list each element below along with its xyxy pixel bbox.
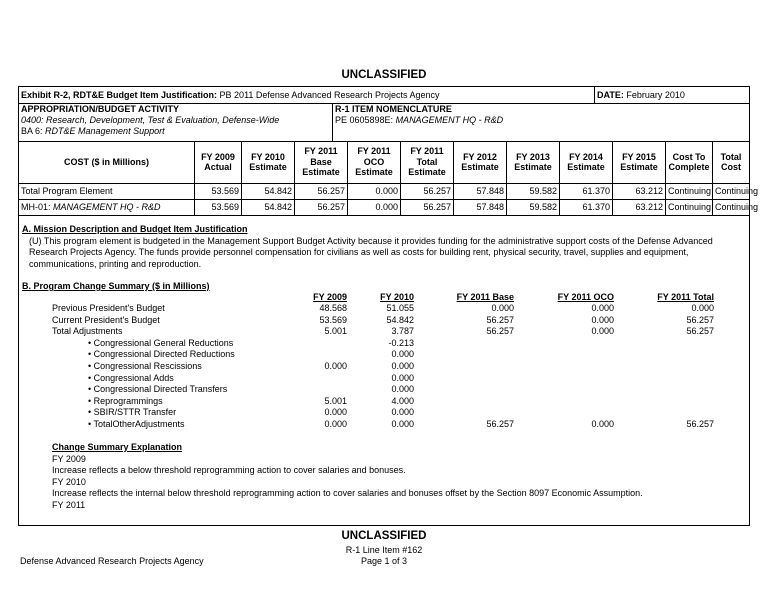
change-summary-line: FY 2010 (52, 476, 86, 487)
program-change-row-label: • Congressional Directed Reductions (88, 349, 235, 360)
cell-fy2013: 59.582 (506, 183, 559, 199)
date-value: February 2010 (626, 90, 685, 100)
col-header-total-cost: Total Cost (712, 141, 749, 183)
program-change-row-label: • Congressional Rescissions (88, 361, 202, 371)
change-summary-line: Increase reflects the internal below threshold reprogramming action to cover salaries and bonuses offset by the Section 8097 Economic Assumption. (52, 488, 643, 498)
col-header-cost-to-complete: Cost To Complete (665, 141, 712, 183)
cell-total-cost: Continuing (712, 183, 749, 199)
program-change-cell: -0.213 (388, 337, 414, 348)
cell-fy2010: 54.842 (241, 183, 294, 199)
cell-fy2010: 54.842 (241, 199, 294, 215)
program-change-cell: 4.000 (391, 395, 414, 406)
program-change-cell: 48.568 (319, 303, 347, 313)
program-change-cell: 0.000 (591, 419, 614, 429)
footer-page-number: Page 1 of 3 (360, 556, 408, 566)
program-change-cell: 0.000 (391, 372, 414, 383)
cell-fy2015: 63.212 (612, 199, 665, 215)
col-header-fy2011-total: FY 2011 Total Estimate (400, 141, 453, 183)
col-header-fy2011-base: FY 2011 Base Estimate (294, 141, 347, 183)
section-b-title (22, 281, 743, 293)
activity-line2-prefix: BA 6: (21, 126, 46, 136)
program-change-cell: 0.000 (591, 314, 614, 325)
cell-fy2014: 61.370 (559, 199, 612, 215)
section-a-title: A. Mission Description and Budget Item Justification (22, 224, 248, 234)
col-header-fy2012: FY 2012 Estimate (453, 141, 506, 183)
program-change-cell: 0.000 (591, 303, 614, 313)
program-change-cell: 0.000 (691, 303, 714, 313)
cell-fy2011-total: 56.257 (400, 183, 453, 199)
nomenclature-value: MANAGEMENT HQ - R&D (395, 115, 504, 125)
cell-fy2009: 53.569 (194, 199, 241, 215)
cell-fy2015: 63.212 (612, 183, 665, 199)
program-change-cell: 3.787 (391, 326, 414, 337)
program-change-cell: 56.257 (686, 314, 714, 325)
row-label: Total Program Element (21, 186, 113, 196)
program-change-row-label: Current President's Budget (52, 314, 160, 325)
program-change-cell: 0.000 (391, 384, 414, 395)
cell-fy2011-total: 56.257 (400, 199, 453, 215)
program-change-row-label: Previous President's Budget (52, 303, 165, 313)
cell-total-cost: Continuing (712, 199, 749, 215)
nomenclature-prefix: PE 0605898E: (335, 115, 396, 125)
exhibit-frame (18, 86, 759, 526)
cell-fy2011-oco: 0.000 (347, 183, 400, 199)
classification-top: UNCLASSIFIED (341, 69, 427, 81)
cell-fy2013: 59.582 (506, 199, 559, 215)
exhibit-value: PB 2011 Defense Advanced Research Projects Agency (219, 90, 440, 100)
exhibit-header-row (19, 87, 749, 104)
cell-fy2012: 57.848 (453, 199, 506, 215)
program-change-cell: 0.000 (391, 419, 414, 429)
program-change-row-label: Total Adjustments (52, 326, 123, 337)
program-change-cell: 56.257 (486, 419, 514, 429)
row-label-prefix: MH-01: (21, 202, 54, 212)
program-change-cell: 56.257 (486, 326, 514, 337)
program-change-cell: 5.001 (324, 395, 347, 406)
cell-fy2011-oco: 0.000 (347, 199, 400, 215)
exhibit-label-rest: , RDT&E Budget Item Justification: (68, 90, 218, 100)
cell-fy2011-base: 56.257 (294, 199, 347, 215)
program-change-cell: 5.001 (324, 326, 347, 337)
exhibit-title (19, 87, 594, 103)
col-header-fy2010: FY 2010 Estimate (241, 141, 294, 183)
program-change-row-label: • Congressional Adds (88, 372, 174, 383)
program-change-cell: 56.257 (686, 419, 714, 429)
change-summary-line: FY 2009 (52, 453, 86, 464)
footer-agency: Defense Advanced Research Projects Agency (20, 556, 204, 566)
col-header-fy2009: FY 2009 Actual (194, 141, 241, 183)
date-label: DATE: (597, 90, 624, 100)
change-summary-title: Change Summary Explanation (52, 442, 183, 452)
footer-line-item: R-1 Line Item #162 (345, 545, 423, 555)
pc-col-fy2009: FY 2009 (313, 292, 347, 302)
program-change-cell: 53.569 (319, 314, 347, 325)
program-change-row-label: • Congressional Directed Transfers (88, 384, 228, 395)
program-change-cell: 0.000 (591, 326, 614, 337)
col-header-fy2014: FY 2014 Estimate (559, 141, 612, 183)
activity-cell (19, 103, 332, 141)
section-a (22, 224, 743, 270)
program-change-cell: 0.000 (391, 361, 414, 371)
col-header-fy2011-oco: FY 2011 OCO Estimate (347, 141, 400, 183)
activity-label: APPROPRIATION/BUDGET ACTIVITY (21, 104, 180, 114)
pc-col-fy2010: FY 2010 (380, 292, 414, 302)
col-header-fy2015: FY 2015 Estimate (612, 141, 665, 183)
program-change-row-label: • Reprogrammings (88, 395, 163, 406)
program-change-row-label: • Congressional General Reductions (88, 337, 234, 348)
program-change-cell: 0.000 (324, 407, 347, 418)
table-row (19, 183, 759, 200)
row-label-name: MANAGEMENT HQ - R&D (53, 202, 161, 212)
change-summary (52, 442, 743, 511)
date-cell (594, 87, 749, 103)
section-a-text: (U) This program element is budgeted in the Management Support Budget Activity because it provides funding for the administrative support costs of the Defense Advanced Research Projects Agency. The funds provide personnel compensation for civilians as well as costs for building rent, physical security, travel, supplies and equipment, communications, printing and reproduction. (29, 235, 713, 269)
cell-fy2012: 57.848 (453, 183, 506, 199)
row-label (19, 199, 194, 215)
col-header-cost: COST ($ in Millions) (64, 156, 149, 167)
program-change-cell: 0.000 (491, 303, 514, 313)
exhibit-label: Exhibit R-2 (21, 90, 69, 100)
pc-col-fy2011-total: FY 2011 Total (657, 292, 714, 302)
activity-line1: 0400: Research, Development, Test & Evaluation, Defense-Wide (21, 115, 280, 125)
col-header-fy2013: FY 2013 Estimate (506, 141, 559, 183)
program-change-cell: 51.055 (386, 303, 414, 313)
program-change-cell: 0.000 (391, 349, 414, 360)
program-change-cell: 56.257 (486, 314, 514, 325)
cost-table-header (19, 141, 749, 184)
pc-col-fy2011-base: FY 2011 Base (456, 292, 514, 302)
cell-fy2014: 61.370 (559, 183, 612, 199)
classification-bottom: UNCLASSIFIED (341, 530, 427, 542)
activity-line2-value: RDT&E Management Support (45, 126, 165, 136)
program-change-cell: 56.257 (686, 326, 714, 337)
program-change-cell: 54.842 (386, 314, 414, 325)
pc-col-fy2011-oco: FY 2011 OCO (557, 292, 614, 302)
table-row (19, 199, 759, 216)
program-change-cell: 0.000 (324, 419, 347, 429)
change-summary-line: Increase reflects a below threshold reprogramming action to cover salaries and bonuses. (52, 465, 406, 475)
cell-cost-to-complete: Continuing (665, 199, 712, 215)
cell-cost-to-complete: Continuing (665, 183, 712, 199)
activity-row (19, 103, 749, 142)
program-change-cell: 0.000 (391, 407, 414, 418)
change-summary-line: FY 2011 (52, 499, 86, 510)
nomenclature-cell (332, 103, 749, 141)
cell-fy2009: 53.569 (194, 183, 241, 199)
program-change-row-label: • TotalOtherAdjustments (88, 419, 185, 429)
program-change-cell: 0.000 (324, 361, 347, 371)
section-b-title-text: B. Program Change Summary ($ in Millions) (22, 281, 210, 291)
cell-fy2011-base: 56.257 (294, 183, 347, 199)
program-change-row-label: • SBIR/STTR Transfer (88, 407, 177, 418)
nomenclature-label: R-1 ITEM NOMENCLATURE (335, 104, 452, 114)
